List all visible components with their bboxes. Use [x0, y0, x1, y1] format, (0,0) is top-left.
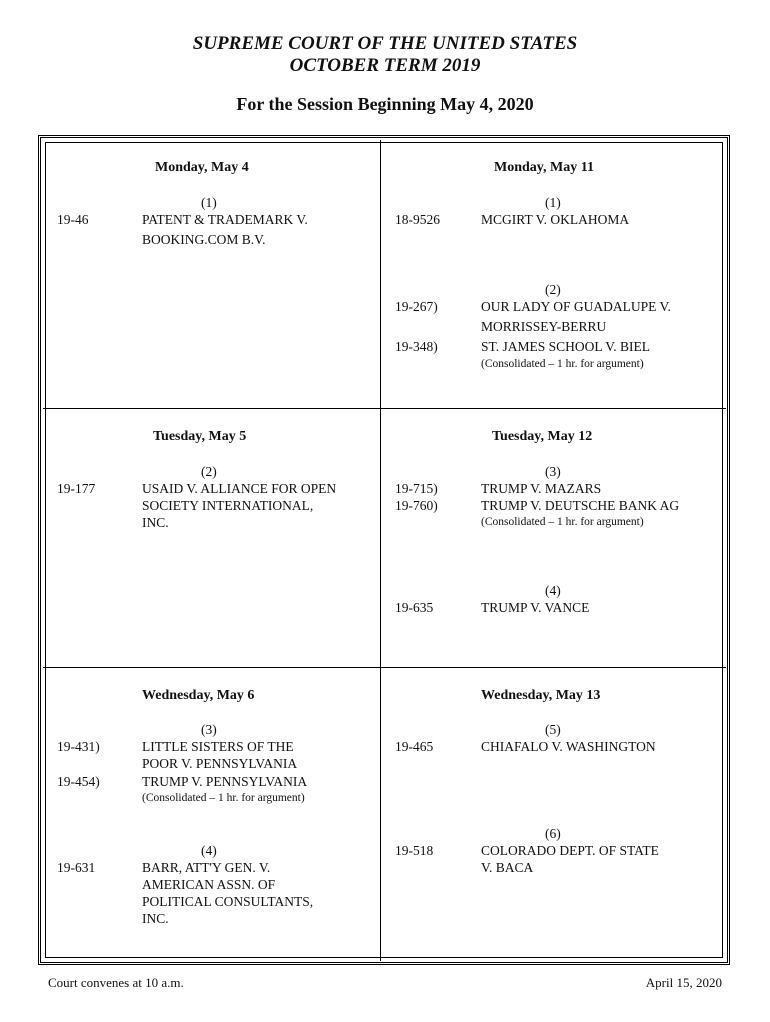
argument-number: (4) [201, 843, 217, 858]
argument-number: (1) [545, 195, 561, 210]
case-name: MORRISSEY-BERRU [481, 319, 607, 334]
consolidated-note: (Consolidated – 1 hr. for argument) [481, 516, 644, 528]
docket-number: 19-348) [395, 339, 438, 354]
column-divider [380, 140, 381, 961]
case-name: POOR V. PENNSYLVANIA [142, 756, 298, 771]
case-name: INC. [142, 515, 169, 530]
argument-number: (6) [545, 826, 561, 841]
case-name: CHIAFALO V. WASHINGTON [481, 739, 656, 754]
case-name: LITTLE SISTERS OF THE [142, 739, 294, 754]
row-divider [43, 408, 726, 409]
case-name: SOCIETY INTERNATIONAL, [142, 498, 314, 513]
case-name: PATENT & TRADEMARK V. [142, 212, 308, 227]
day-heading: Tuesday, May 5 [153, 429, 247, 444]
argument-number: (2) [201, 464, 217, 479]
day-heading: Monday, May 4 [155, 160, 249, 175]
case-name: AMERICAN ASSN. OF [142, 877, 276, 892]
case-name: POLITICAL CONSULTANTS, [142, 894, 314, 909]
day-heading: Tuesday, May 12 [492, 429, 593, 444]
docket-number: 19-631 [57, 860, 96, 875]
docket-number: 19-177 [57, 481, 96, 496]
argument-number: (1) [201, 195, 217, 210]
footer-date: April 15, 2020 [645, 975, 722, 990]
calendar-frame [38, 135, 730, 965]
docket-number: 19-518 [395, 843, 434, 858]
consolidated-note: (Consolidated – 1 hr. for argument) [481, 358, 644, 370]
day-heading: Monday, May 11 [494, 160, 594, 175]
docket-number: 19-454) [57, 774, 100, 789]
case-name: V. BACA [481, 860, 534, 875]
argument-number: (3) [545, 464, 561, 479]
title-term: OCTOBER TERM 2019 [289, 55, 481, 76]
case-name: COLORADO DEPT. OF STATE [481, 843, 659, 858]
day-heading: Wednesday, May 13 [481, 688, 601, 703]
docket-number: 19-431) [57, 739, 100, 754]
argument-number: (5) [545, 722, 561, 737]
case-name: BOOKING.COM B.V. [142, 232, 266, 247]
case-name: OUR LADY OF GUADALUPE V. [481, 299, 671, 314]
row-divider [43, 667, 726, 668]
case-name: MCGIRT V. OKLAHOMA [481, 212, 630, 227]
title-court: SUPREME COURT OF THE UNITED STATES [192, 33, 578, 54]
docket-number: 19-46 [57, 212, 89, 227]
docket-number: 19-715) [395, 481, 438, 496]
docket-number: 19-635 [395, 600, 434, 615]
day-heading: Wednesday, May 6 [142, 688, 255, 703]
consolidated-note: (Consolidated – 1 hr. for argument) [142, 792, 305, 804]
argument-number: (3) [201, 722, 217, 737]
case-name: BARR, ATT'Y GEN. V. [142, 860, 271, 875]
case-name: USAID V. ALLIANCE FOR OPEN [142, 481, 337, 496]
argument-number: (4) [545, 583, 561, 598]
case-name: TRUMP V. VANCE [481, 600, 590, 615]
docket-number: 18-9526 [395, 212, 440, 227]
case-name: ST. JAMES SCHOOL V. BIEL [481, 339, 651, 354]
case-name: TRUMP V. DEUTSCHE BANK AG [481, 498, 680, 513]
argument-number: (2) [545, 282, 561, 297]
case-name: INC. [142, 911, 169, 926]
session-subtitle: For the Session Beginning May 4, 2020 [236, 94, 534, 114]
docket-number: 19-267) [395, 299, 438, 314]
case-name: TRUMP V. MAZARS [481, 481, 602, 496]
footer-convene-time: Court convenes at 10 a.m. [48, 975, 184, 990]
case-name: TRUMP V. PENNSYLVANIA [142, 774, 308, 789]
docket-number: 19-465 [395, 739, 434, 754]
docket-number: 19-760) [395, 498, 438, 513]
